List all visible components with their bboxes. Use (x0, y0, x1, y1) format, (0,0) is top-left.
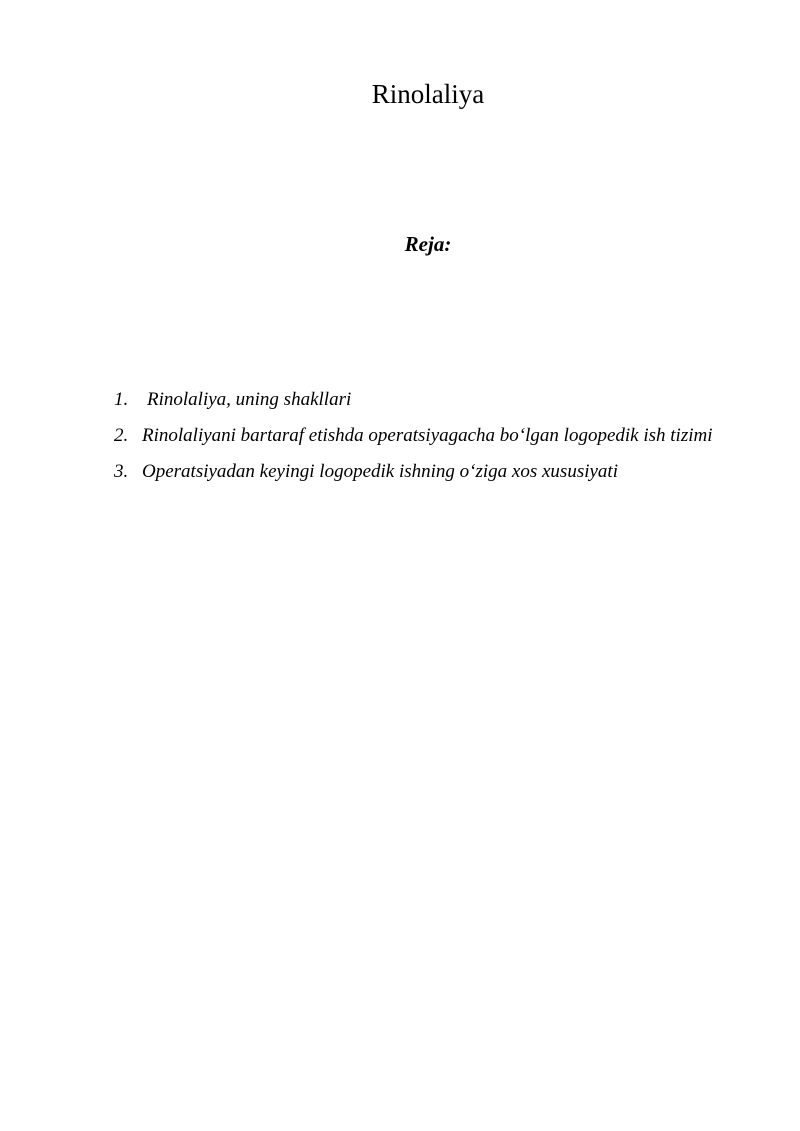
plan-item-number: 1. (114, 389, 129, 410)
plan-item-number: 3. (114, 461, 129, 482)
plan-item-2 (114, 418, 744, 454)
plan-item-3 (114, 454, 744, 490)
plan-item-text: Rinolaliya, uning shakllari (147, 389, 352, 410)
page-title: Rinolaliya (371, 79, 485, 109)
plan-heading: Reja: (404, 232, 452, 256)
plan-item-text: Operatsiyadan keyingi logopedik ishning o‘ziga xos xususiyati (142, 461, 618, 482)
plan-item-1 (114, 382, 744, 418)
plan-list (114, 382, 744, 490)
plan-item-number: 2. (114, 425, 129, 446)
plan-item-text: Rinolaliyani bartaraf etishda operatsiyagacha bo‘lgan logopedik ish tizimi (142, 425, 713, 446)
